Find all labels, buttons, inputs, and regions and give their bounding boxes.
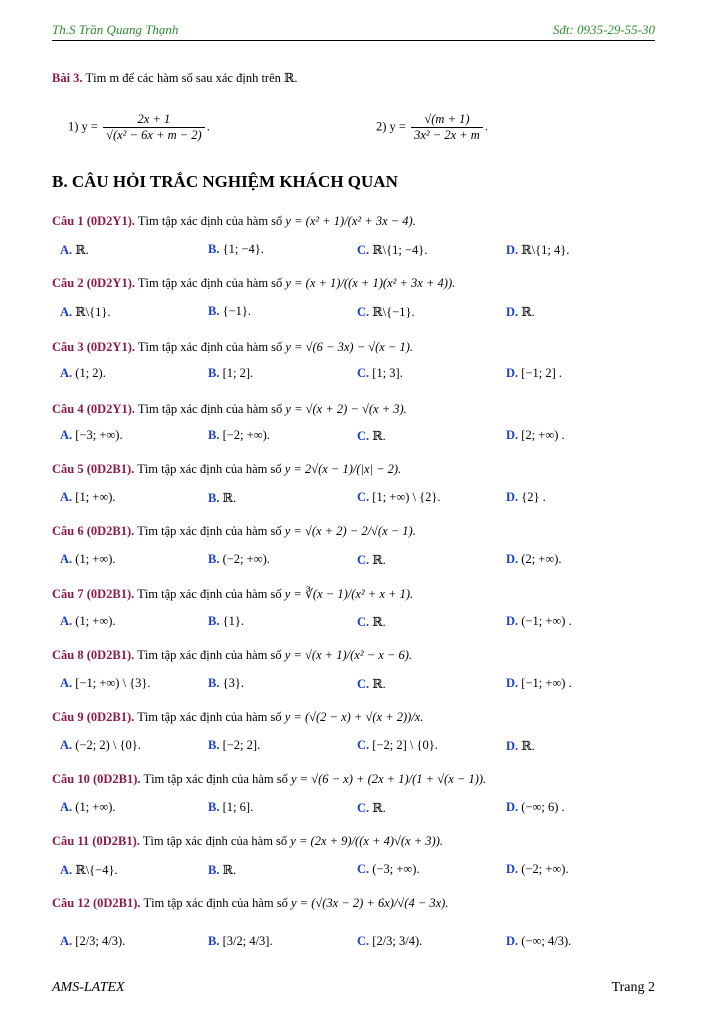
question-stem (52, 710, 665, 725)
answer-option-a[interactable] (60, 242, 89, 258)
answer-option-b[interactable] (208, 862, 236, 878)
option-letter: C. (357, 801, 370, 815)
answer-option-b[interactable] (208, 614, 244, 629)
question-stem (52, 648, 665, 663)
option-letter: D. (506, 490, 519, 504)
question-stem (52, 586, 665, 602)
option-letter: D. (506, 366, 519, 380)
question-text: Tìm tập xác định của hàm số (137, 710, 282, 724)
option-letter: B. (208, 552, 220, 566)
option-letter: D. (506, 934, 519, 948)
question-stem (52, 524, 665, 539)
option-letter: B. (208, 428, 220, 442)
option-value: ℝ. (372, 677, 386, 691)
option-letter: D. (506, 614, 519, 628)
exercise-label: Bài 3. (52, 71, 83, 85)
function-expression: y = (2x + 9)/((x + 4)√(x + 3)). (290, 834, 443, 848)
answer-option-c[interactable] (357, 242, 427, 258)
option-value: ℝ. (372, 801, 386, 815)
question-stem (52, 214, 665, 229)
option-letter: C. (357, 490, 370, 504)
part2-fraction (411, 112, 483, 143)
question-label: Câu 9 (0D2B1). (52, 710, 135, 724)
function-expression: y = (√(2 − x) + √(x + 2))/x. (284, 710, 424, 724)
answer-option-a[interactable] (60, 934, 125, 949)
option-value: (−2; +∞). (222, 552, 270, 566)
question-label: Câu 5 (0D2B1). (52, 462, 135, 476)
answer-option-c[interactable] (357, 800, 386, 816)
option-letter: A. (60, 863, 73, 877)
option-value: ℝ\{1; −4}. (372, 243, 428, 257)
question-text: Tìm tập xác định của hàm số (137, 587, 282, 601)
option-value: (−3; +∞). (372, 862, 420, 876)
answer-option-a[interactable] (60, 304, 111, 320)
answer-option-d[interactable] (506, 552, 562, 567)
author-name: Th.S Trần Quang Thạnh (52, 22, 179, 37)
option-value: {1}. (222, 614, 244, 628)
exercise-part-2: 2) y = $\frac{√(m + 1)}{\text{3x² − 2x + m}}$ . (376, 112, 488, 142)
part1-prefix: 1) y = (68, 119, 98, 134)
option-letter: A. (60, 738, 73, 752)
option-letter: A. (60, 366, 73, 380)
footer-left: AMS-LATEX (52, 980, 125, 995)
answer-option-b[interactable] (208, 738, 260, 753)
question-stem (52, 340, 665, 355)
function-expression: y = √(6 − 3x) − √(x − 1). (285, 340, 414, 354)
option-value: [3/2; 4/3]. (222, 934, 273, 948)
question-stem (52, 896, 665, 911)
option-value: (1; +∞). (75, 614, 116, 628)
question-label: Câu 6 (0D2B1). (52, 524, 135, 538)
part2-denominator: 3x² − 2x + m (414, 128, 480, 142)
question-label: Câu 8 (0D2B1). (52, 648, 135, 662)
option-value: (1; +∞). (75, 552, 116, 566)
option-value: [1; +∞) \ {2}. (372, 490, 441, 504)
function-expression: y = √(6 − x) + (2x + 1)/(1 + √(x − 1)). (290, 772, 487, 786)
option-value: ℝ. (222, 491, 237, 505)
answer-option-d[interactable] (506, 934, 571, 949)
option-value: {1; −4}. (222, 242, 264, 256)
answer-option-c[interactable] (357, 614, 386, 630)
question-label: Câu 4 (0D2Y1). (52, 402, 135, 416)
option-value: (−∞; 4/3). (521, 934, 572, 948)
question-text: Tìm tập xác định của hàm số (143, 772, 288, 786)
option-letter: C. (357, 934, 370, 948)
answer-option-c[interactable] (357, 366, 403, 381)
option-letter: D. (506, 739, 519, 753)
option-letter: A. (60, 490, 73, 504)
option-value: [1; 3]. (372, 366, 403, 380)
option-letter: C. (357, 677, 370, 691)
answer-option-a[interactable] (60, 428, 123, 443)
option-letter: B. (208, 738, 220, 752)
answer-option-b[interactable] (208, 242, 264, 257)
exercise-3 (52, 70, 665, 86)
answer-option-a[interactable] (60, 676, 151, 691)
answer-option-a[interactable] (60, 366, 106, 381)
option-letter: B. (208, 491, 220, 505)
option-letter: A. (60, 305, 73, 319)
answer-option-a[interactable] (60, 738, 141, 753)
answer-option-c[interactable] (357, 676, 386, 692)
page-number: Trang 2 (611, 980, 655, 995)
option-value: ℝ. (521, 305, 535, 319)
question-stem (52, 402, 665, 417)
question-text: Tìm tập xác định của hàm số (137, 340, 283, 354)
option-value: ℝ\{−1}. (372, 305, 415, 319)
answer-option-d[interactable] (506, 490, 546, 505)
option-value: ℝ\{−4}. (75, 863, 118, 877)
function-expression: y = (x + 1)/((x + 1)(x² + 3x + 4)). (285, 276, 456, 290)
option-letter: A. (60, 552, 73, 566)
answer-option-b[interactable] (208, 304, 251, 319)
answer-option-c[interactable] (357, 304, 415, 320)
option-value: [2/3; 4/3). (75, 934, 126, 948)
option-value: {−1}. (222, 304, 252, 318)
answer-option-d[interactable] (506, 428, 565, 443)
page-header (52, 22, 655, 41)
option-letter: C. (357, 553, 370, 567)
option-value: (−1; +∞) . (521, 614, 572, 628)
option-letter: B. (208, 934, 220, 948)
option-letter: C. (357, 738, 370, 752)
answer-option-c[interactable] (357, 862, 420, 877)
option-letter: C. (357, 429, 370, 443)
question-label: Câu 11 (0D2B1). (52, 834, 140, 848)
option-letter: B. (208, 242, 220, 256)
function-expression: y = (√(3x − 2) + 6x)/√(4 − 3x). (290, 896, 449, 910)
answer-option-d[interactable] (506, 242, 569, 258)
part1-numerator: 2x + 1 (103, 112, 205, 128)
question-stem (52, 462, 665, 477)
question-stem (52, 772, 665, 787)
answer-option-c[interactable] (357, 552, 386, 568)
option-letter: D. (506, 676, 519, 690)
answer-option-d[interactable] (506, 366, 562, 381)
option-value: [2/3; 3/4). (372, 934, 423, 948)
option-value: ℝ. (222, 863, 237, 877)
function-expression: y = √(x + 2) − 2/√(x − 1). (284, 524, 416, 538)
function-expression: y = ∛(x − 1)/(x² + x + 1). (284, 587, 414, 601)
question-label: Câu 2 (0D2Y1). (52, 276, 135, 290)
option-letter: D. (506, 862, 519, 876)
answer-option-b[interactable] (208, 366, 253, 381)
option-value: ℝ\{1}. (75, 305, 111, 319)
option-value: [1; 6]. (222, 800, 254, 814)
answer-option-c[interactable] (357, 934, 422, 949)
answer-option-d[interactable] (506, 304, 535, 320)
option-value: {2} . (521, 490, 546, 504)
answer-option-b[interactable] (208, 552, 270, 567)
part1-fraction (103, 112, 205, 143)
question-text: Tìm tập xác định của hàm số (137, 462, 282, 476)
option-value: (1; +∞). (75, 800, 116, 814)
answer-option-c[interactable] (357, 738, 438, 753)
phone-number: Sđt: 0935-29-55-30 (552, 22, 655, 37)
question-stem (52, 276, 665, 291)
option-value: ℝ. (372, 429, 386, 443)
answer-option-c[interactable] (357, 428, 386, 444)
question-text: Tìm tập xác định của hàm số (137, 214, 283, 228)
option-letter: B. (208, 614, 220, 628)
answer-option-d[interactable] (506, 800, 565, 815)
function-expression: y = 2√(x − 1)/(|x| − 2). (284, 462, 402, 476)
option-letter: B. (208, 863, 220, 877)
answer-option-a[interactable] (60, 490, 116, 505)
function-expression: y = (x² + 1)/(x² + 3x − 4). (285, 214, 416, 228)
option-letter: C. (357, 366, 370, 380)
function-expression: y = √(x + 1)/(x² − x − 6). (284, 648, 413, 662)
option-letter: C. (357, 862, 370, 876)
answer-option-b[interactable] (208, 428, 270, 443)
option-letter: B. (208, 676, 220, 690)
answer-option-b[interactable] (208, 934, 273, 949)
option-value: ℝ. (372, 615, 386, 629)
answer-option-a[interactable] (60, 614, 116, 629)
question-label: Câu 7 (0D2B1). (52, 587, 135, 601)
option-value: ℝ. (521, 739, 535, 753)
question-text: Tìm tập xác định của hàm số (137, 402, 283, 416)
option-value: [−1; 2] . (521, 366, 563, 380)
option-letter: D. (506, 243, 519, 257)
question-text: Tìm tập xác định của hàm số (137, 524, 282, 538)
answer-option-a[interactable] (60, 862, 118, 878)
question-text: Tìm tập xác định của hàm số (142, 834, 288, 848)
section-title: B. CÂU HỎI TRẮC NGHIỆM KHÁCH QUAN (52, 172, 398, 191)
answer-option-c[interactable] (357, 490, 441, 505)
option-value: (1; 2). (75, 366, 106, 380)
part2-numerator: √(m + 1) (411, 112, 483, 128)
question-stem (52, 834, 665, 849)
option-letter: C. (357, 305, 370, 319)
exercise-part-1: 1) y = $\frac{2x + 1}{\text{√(x² − 6x + m − 2)}}$ . (68, 112, 210, 142)
option-value: [−3; +∞). (75, 428, 123, 442)
option-letter: B. (208, 304, 220, 318)
option-letter: B. (208, 366, 220, 380)
option-value: [1; 2]. (222, 366, 254, 380)
option-value: [−2; 2] \ {0}. (372, 738, 438, 752)
question-text: Tìm tập xác định của hàm số (143, 896, 288, 910)
option-letter: B. (208, 800, 220, 814)
question-text: Tìm tập xác định của hàm số (137, 276, 283, 290)
option-letter: D. (506, 800, 519, 814)
option-letter: A. (60, 428, 73, 442)
question-text: Tìm tập xác định của hàm số (137, 648, 282, 662)
answer-option-d[interactable] (506, 862, 569, 877)
option-letter: C. (357, 615, 370, 629)
option-value: (2; +∞). (521, 552, 562, 566)
option-letter: D. (506, 428, 519, 442)
answer-option-b[interactable] (208, 676, 244, 691)
part2-prefix: 2) y = (376, 119, 406, 134)
option-value: (−2; +∞). (521, 862, 569, 876)
option-letter: A. (60, 676, 73, 690)
option-value: (−∞; 6) . (521, 800, 565, 814)
question-label: Câu 3 (0D2Y1). (52, 340, 135, 354)
option-value: [−2; 2]. (222, 738, 261, 752)
part1-denominator: √(x² − 6x + m − 2) (106, 128, 202, 142)
option-letter: C. (357, 243, 370, 257)
option-value: ℝ\{1; 4}. (521, 243, 570, 257)
answer-option-a[interactable] (60, 800, 116, 815)
question-label: Câu 12 (0D2B1). (52, 896, 141, 910)
option-value: ℝ. (372, 553, 386, 567)
option-letter: A. (60, 243, 73, 257)
option-value: [−1; +∞) . (521, 676, 572, 690)
option-letter: D. (506, 552, 519, 566)
option-value: [2; +∞) . (521, 428, 565, 442)
answer-option-d[interactable] (506, 676, 572, 691)
option-value: [−1; +∞) \ {3}. (75, 676, 151, 690)
option-letter: A. (60, 934, 73, 948)
option-value: {3}. (222, 676, 244, 690)
option-value: (−2; 2) \ {0}. (75, 738, 141, 752)
option-value: [1; +∞). (75, 490, 116, 504)
option-letter: A. (60, 800, 73, 814)
function-expression: y = √(x + 2) − √(x + 3). (285, 402, 407, 416)
exercise-text: Tìm m để các hàm số sau xác định trên ℝ. (85, 71, 298, 85)
answer-option-b[interactable] (208, 800, 253, 815)
answer-option-a[interactable] (60, 552, 116, 567)
answer-option-b[interactable] (208, 490, 236, 506)
option-value: [−2; +∞). (222, 428, 270, 442)
option-letter: A. (60, 614, 73, 628)
question-label: Câu 1 (0D2Y1). (52, 214, 135, 228)
answer-option-d[interactable] (506, 614, 572, 629)
option-letter: D. (506, 305, 519, 319)
question-label: Câu 10 (0D2B1). (52, 772, 141, 786)
option-value: ℝ. (75, 243, 89, 257)
answer-option-d[interactable] (506, 738, 535, 754)
